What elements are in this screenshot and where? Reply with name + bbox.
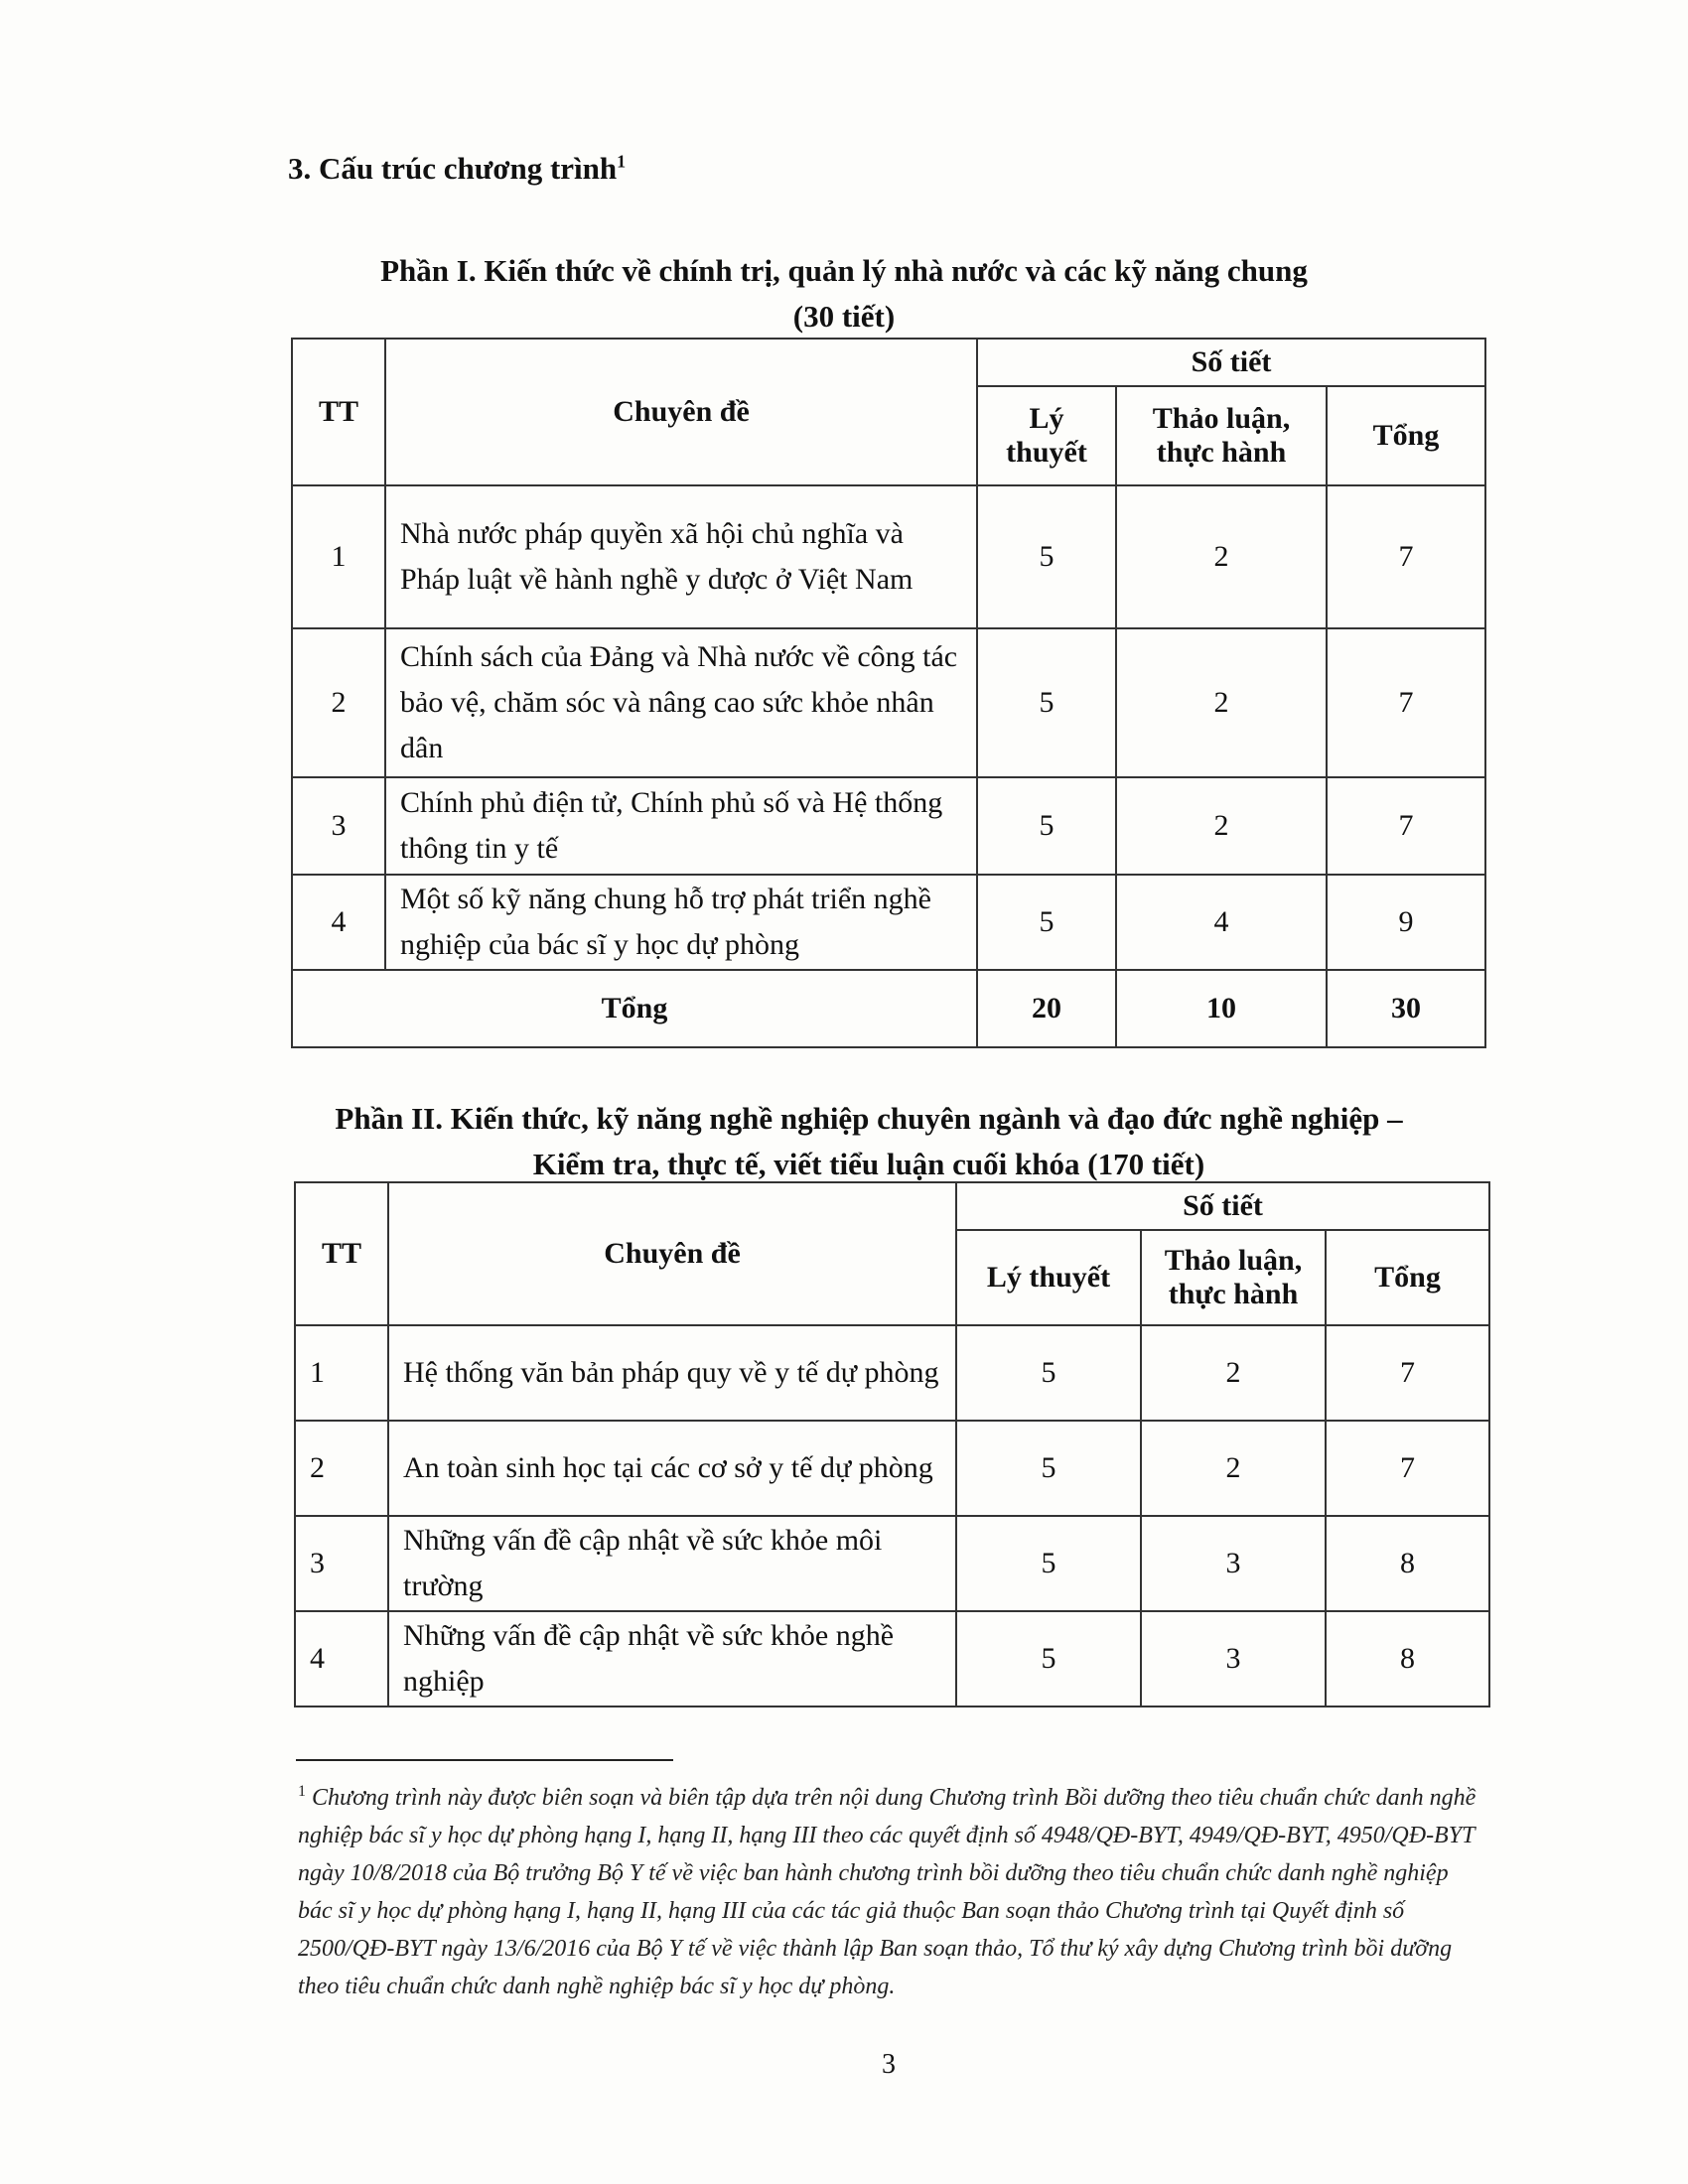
cell-topic: Chính sách của Đảng và Nhà nước về công tác bảo vệ, chăm sóc và nâng cao sức khỏe nhân dân	[385, 628, 977, 777]
cell-topic: Chính phủ điện tử, Chính phủ số và Hệ thống thông tin y tế	[385, 777, 977, 875]
section-heading-text: 3. Cấu trúc chương trình	[288, 151, 618, 186]
table-row	[295, 1516, 1489, 1611]
cell-tt: 2	[295, 1421, 388, 1516]
part2-title-line2: Kiểm tra, thực tế, viết tiểu luận cuối khóa (170 tiết)	[532, 1147, 1205, 1181]
cell-tt: 3	[292, 777, 385, 875]
totals-total: 30	[1327, 970, 1485, 1047]
cell-practice: 3	[1141, 1516, 1326, 1611]
totals-row	[292, 970, 1485, 1047]
cell-tt: 1	[292, 485, 385, 628]
cell-total: 7	[1327, 777, 1485, 875]
header-periods: Số tiết	[977, 339, 1485, 386]
table-row	[295, 1325, 1489, 1421]
footnote-marker: 1	[298, 1783, 306, 1800]
table-row	[295, 1421, 1489, 1516]
footnote-reference: 1	[617, 151, 627, 172]
cell-practice: 2	[1116, 628, 1327, 777]
part1-table	[291, 338, 1486, 1048]
totals-theory: 20	[977, 970, 1116, 1047]
footnote-separator	[296, 1759, 673, 1761]
totals-practice: 10	[1116, 970, 1327, 1047]
cell-total: 7	[1327, 485, 1485, 628]
cell-topic: Những vấn đề cập nhật về sức khỏe nghề nghiệp	[388, 1611, 956, 1706]
table-row	[292, 628, 1485, 777]
header-total: Tổng	[1326, 1230, 1489, 1325]
cell-theory: 5	[977, 628, 1116, 777]
cell-tt: 4	[292, 875, 385, 970]
header-tt: TT	[292, 339, 385, 485]
page-number: 3	[882, 2049, 896, 2080]
cell-tt: 4	[295, 1611, 388, 1706]
cell-theory: 5	[977, 777, 1116, 875]
cell-topic: Những vấn đề cập nhật về sức khỏe môi trường	[388, 1516, 956, 1611]
cell-practice: 2	[1141, 1325, 1326, 1421]
cell-practice: 3	[1141, 1611, 1326, 1706]
cell-theory: 5	[956, 1516, 1141, 1611]
cell-practice: 4	[1116, 875, 1327, 970]
cell-practice: 2	[1116, 485, 1327, 628]
cell-total: 8	[1326, 1611, 1489, 1706]
totals-label: Tổng	[292, 970, 977, 1047]
footnote-text: Chương trình này được biên soạn và biên tập dựa trên nội dung Chương trình Bồi dưỡng theo tiêu chuẩn chức danh nghề nghiệp bác sĩ y học dự phòng hạng I, hạng II, hạng III theo các quyết định số 4948/QĐ-BYT, 4949/QĐ-BYT, 4950/QĐ-BYT ngày 10/8/2018 của Bộ trưởng Bộ Y tế về việc ban hành chương trình bồi dưỡng theo tiêu chuẩn chức danh nghề nghiệp bác sĩ y học dự phòng hạng I, hạng II, hạng III của các tác giả thuộc Ban soạn thảo Chương trình tại Quyết định số 2500/QĐ-BYT ngày 13/6/2016 của Bộ Y tế về việc thành lập Ban soạn thảo, Tổ thư ký xây dựng Chương trình bồi dưỡng theo tiêu chuẩn chức danh nghề nghiệp bác sĩ y học dự phòng.	[298, 1785, 1477, 1999]
part2-title	[288, 1096, 1450, 1187]
cell-tt: 1	[295, 1325, 388, 1421]
part1-title-line2: (30 tiết)	[792, 299, 896, 334]
cell-theory: 5	[956, 1325, 1141, 1421]
table-row	[292, 485, 1485, 628]
header-theory: Lý thuyết	[977, 386, 1116, 485]
cell-theory: 5	[956, 1421, 1141, 1516]
header-topic: Chuyên đề	[385, 339, 977, 485]
header-theory: Lý thuyết	[956, 1230, 1141, 1325]
part2-table	[294, 1181, 1490, 1707]
cell-practice: 2	[1141, 1421, 1326, 1516]
table-row	[292, 875, 1485, 970]
header-topic: Chuyên đề	[388, 1182, 956, 1325]
cell-total: 7	[1326, 1325, 1489, 1421]
cell-topic: An toàn sinh học tại các cơ sở y tế dự phòng	[388, 1421, 956, 1516]
header-total: Tổng	[1327, 386, 1485, 485]
footnote	[298, 1773, 1481, 2005]
cell-topic: Hệ thống văn bản pháp quy về y tế dự phòng	[388, 1325, 956, 1421]
cell-topic: Nhà nước pháp quyền xã hội chủ nghĩa và Pháp luật về hành nghề y dược ở Việt Nam	[385, 485, 977, 628]
cell-theory: 5	[977, 485, 1116, 628]
table-row	[295, 1611, 1489, 1706]
part1-title	[298, 248, 1390, 340]
cell-total: 7	[1327, 628, 1485, 777]
cell-theory: 5	[977, 875, 1116, 970]
cell-tt: 2	[292, 628, 385, 777]
section-heading	[288, 151, 626, 187]
cell-practice: 2	[1116, 777, 1327, 875]
part1-title-line1: Phần I. Kiến thức về chính trị, quản lý nhà nước và các kỹ năng chung	[380, 253, 1308, 288]
header-periods: Số tiết	[956, 1182, 1489, 1230]
cell-total: 7	[1326, 1421, 1489, 1516]
header-practice: Thảo luận, thực hành	[1141, 1230, 1326, 1325]
cell-total: 9	[1327, 875, 1485, 970]
cell-tt: 3	[295, 1516, 388, 1611]
cell-total: 8	[1326, 1516, 1489, 1611]
cell-theory: 5	[956, 1611, 1141, 1706]
header-practice: Thảo luận, thực hành	[1116, 386, 1327, 485]
part2-title-line1: Phần II. Kiến thức, kỹ năng nghề nghiệp chuyên ngành và đạo đức nghề nghiệp –	[335, 1101, 1403, 1136]
header-tt: TT	[295, 1182, 388, 1325]
table-row	[292, 777, 1485, 875]
cell-topic: Một số kỹ năng chung hỗ trợ phát triển nghề nghiệp của bác sĩ y học dự phòng	[385, 875, 977, 970]
